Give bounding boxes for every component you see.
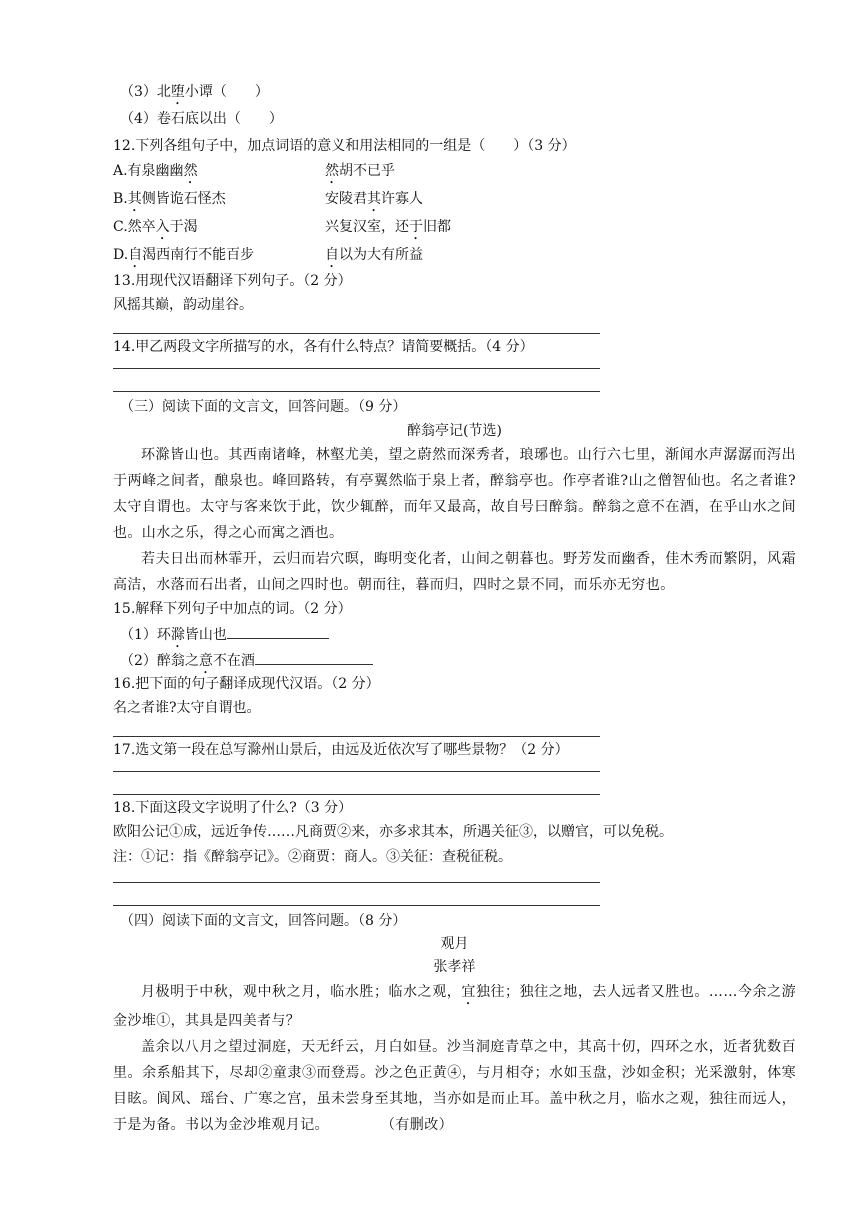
q16-answer-line[interactable] (113, 736, 600, 737)
section4-heading: （四）阅读下面的文言文，回答问题。（8 分） (120, 913, 407, 929)
q12-option-b-a-post: 侧皆诡石怪杰 (141, 191, 226, 207)
q15-item-1-dot: 滁 (170, 627, 185, 643)
q12-option-d-a-post: 渴西南行不能百步 (142, 247, 255, 263)
q12-option-b-a-pre: B. (113, 191, 128, 207)
q13-question: 13.用现代汉语翻译下列句子。（2 分） (113, 273, 352, 289)
q12-option-b-b-post: 许寡人 (381, 191, 423, 207)
q17-question: 17.选文第一段在总写滁州山景后，由远及近依次写了哪些景物？（2 分） (113, 742, 569, 758)
section4-para1-pre: 月极明于中秋，观中秋之月，临水胜；临水之观， (141, 984, 462, 1000)
q15-blank-2[interactable] (255, 650, 373, 665)
section3-para1: 环滁皆山也。其西南诸峰，林壑尤美，望之蔚然而深秀者，琅琊也。山行六七里，渐闻水声潺潺而泻出于两峰之间者，酿泉也。峰回路转，有亭翼然临于泉上者，醉翁亭也。作亭者谁?山之僧智仙也。名之者谁?太守自谓也。太守与客来饮于此，饮少辄醉，而年又最高，故自号曰醉翁。醉翁之意不在酒，在乎山水之间也。山水之乐，得之心而寓之酒也。 (113, 447, 796, 541)
q12-option-a-right (325, 157, 395, 185)
q15-item-2-pre: （2）醉翁之 (120, 653, 199, 669)
q12-option-c-b-dot: 于 (409, 219, 423, 235)
q11-item-3-dot: 堕 (170, 84, 185, 100)
section3-para2: 若夫日出而林霏开，云归而岩穴暝，晦明变化者，山间之朝暮也。野芳发而幽香，佳木秀而繁阴，风霜高洁，水落而石出者，山间之四时也。朝而往，暮而归，四时之景不同，而乐亦无穷也。 (113, 551, 796, 593)
q15-question: 15.解释下列句子中加点的词。（2 分） (113, 601, 352, 617)
q12-option-a-a-dot: 然 (183, 163, 198, 179)
q12-option-a-b-dot: 然 (325, 163, 339, 179)
q17-answer-line-1[interactable] (113, 771, 600, 772)
q12-option-d-right (325, 241, 423, 269)
q12-option-b-b-dot: 其 (367, 191, 381, 207)
q12-option-b-a-dot: 其 (127, 191, 142, 207)
q12-option-d-a-dot: 自 (128, 247, 143, 263)
q18-answer-line-2[interactable] (113, 905, 600, 906)
q12-option-c-right (325, 213, 451, 241)
q12-option-d-left (113, 241, 325, 269)
q12-question: 12.下列各组句子中，加点词语的意义和用法相同的一组是（ ）（3 分） (113, 138, 576, 154)
q12-option-b-right (325, 185, 423, 213)
q12-option-d[interactable] (113, 241, 796, 269)
q14-answer-line-2[interactable] (113, 391, 600, 392)
q15-item-2-dot: 意 (198, 653, 213, 669)
q18-question: 18.下面这段文字说明了什么?（3 分） (113, 800, 353, 816)
q12-option-c-a-dot: 入 (155, 219, 170, 235)
q12-option-b-b-pre: 安陵君 (325, 191, 367, 207)
q11-item-3 (113, 82, 796, 103)
q12-option-d-b-dot: 自 (325, 247, 339, 263)
q18-answer-line-1[interactable] (113, 882, 600, 883)
q12-option-a-a-pre: A.有泉幽幽 (113, 163, 184, 179)
section3-title: 醉翁亭记(节选) (407, 423, 502, 439)
q12-options (113, 157, 796, 269)
q15-item-1 (113, 624, 796, 645)
q11-item-4: （4）卷石底以出（ ） (120, 111, 283, 127)
q15-item-2-post: 不在酒 (212, 653, 255, 669)
section4-para2 (113, 1034, 796, 1138)
q12-option-a[interactable] (113, 157, 796, 185)
section4-source: （有删改） (381, 1117, 453, 1133)
q15-item-2 (113, 650, 796, 671)
q11-item-3-pre: （3）北 (120, 84, 171, 100)
q12-option-c-left (113, 213, 325, 241)
section4-para1-dot: 宜 (461, 984, 476, 1000)
q15-item-1-post: 皆山也 (184, 627, 227, 643)
q16-sentence: 名之者谁?太守自谓也。 (113, 700, 261, 716)
section4-para2-text: 盖余以八月之望过洞庭，天无纤云，月白如昼。沙当洞庭青草之中，其高十仞，四环之水，近者犹数百里。余系船其下，尽却②童隶③而登焉。沙之色正黄④，与月相夺；水如玉盘，沙如金积；光采激射，体寒目眩。阆风、瑶台、广寒之宫，虽未尝身至其地，当亦如是而止耳。盖中秋之月，临水之观，独往而远人，于是为备。书以为金沙堆观月记。 (113, 1039, 796, 1133)
q12-option-d-a-pre: D. (113, 247, 129, 263)
q15-item-1-pre: （1）环 (120, 627, 171, 643)
q12-option-a-left (113, 157, 325, 185)
q12-option-c-a-pre: C.然卒 (113, 219, 156, 235)
q12-option-b[interactable] (113, 185, 796, 213)
q18-note: 注：①记：指《醉翁亭记》。②商贾：商人。③关征：查税征税。 (113, 849, 512, 865)
q12-option-a-b-post: 胡不已乎 (339, 163, 395, 179)
q16-question: 16.把下面的句子翻译成现代汉语。（2 分） (113, 676, 380, 692)
q12-option-c-a-post: 于渴 (169, 219, 198, 235)
q12-option-c[interactable] (113, 213, 796, 241)
exam-page (113, 82, 796, 1138)
section3-heading: （三）阅读下面的文言文，回答问题。（9 分） (120, 399, 407, 415)
q13-sentence: 风摇其巅，韵动崖谷。 (113, 297, 253, 313)
q14-answer-line-1[interactable] (113, 368, 600, 369)
q12-option-c-b-pre: 兴复汉室，还 (325, 219, 409, 235)
q12-option-d-b-post: 以为大有所益 (339, 247, 423, 263)
q14-question: 14.甲乙两段文字所描写的水，各有什么特点？请简要概括。（4 分） (113, 339, 534, 355)
q17-answer-line-2[interactable] (113, 794, 600, 795)
section4-title: 观月 (440, 936, 469, 952)
section4-author: 张孝祥 (433, 959, 476, 975)
section4-para1 (113, 979, 796, 1034)
q11-item-3-post: 小谭（ ） (184, 84, 269, 100)
q15-blank-1[interactable] (227, 624, 329, 639)
q18-text: 欧阳公记①成，远近争传……凡商贾②来，亦多求其本，所遇关征③，以赠官，可以免税。 (113, 824, 673, 840)
q13-answer-line[interactable] (113, 333, 600, 334)
q12-option-c-b-post: 旧都 (423, 219, 451, 235)
q12-option-b-left (113, 185, 325, 213)
section4-para1-post: 独往；独往之地，去人远者又胜也。……今余之游金沙堆①，其具是四美者与？ (113, 984, 796, 1029)
